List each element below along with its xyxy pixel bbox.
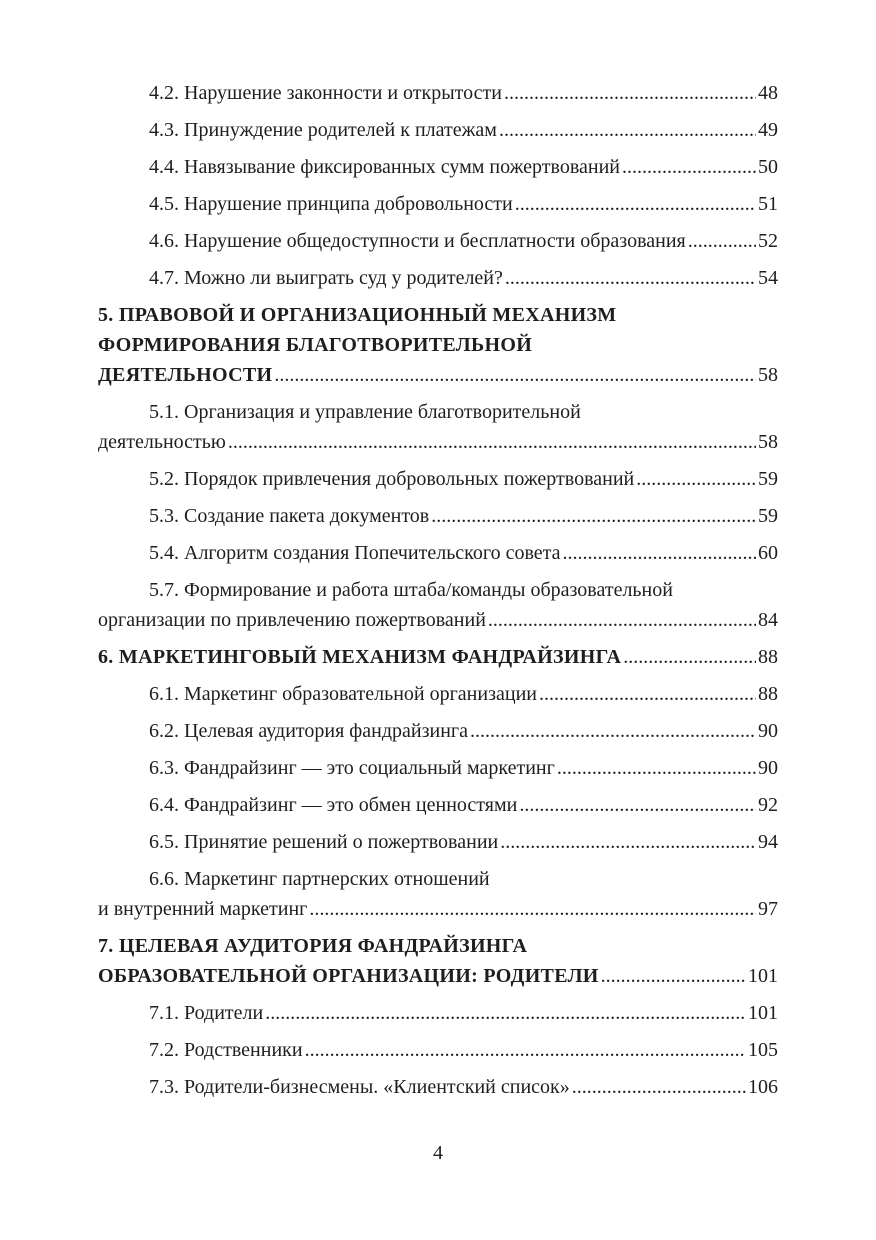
toc-leader-dots [274, 360, 756, 390]
toc-page-number: 101 [748, 965, 778, 987]
toc-page-number: 90 [758, 720, 778, 742]
page-number: 4 [433, 1142, 443, 1164]
toc-section-entry [98, 464, 778, 494]
toc-section-entry [98, 263, 778, 293]
toc-page-number: 54 [758, 267, 778, 289]
toc-leader-dots [488, 605, 756, 635]
toc-row [98, 427, 778, 457]
toc-leader-dots [309, 894, 756, 924]
toc-section-entry [98, 226, 778, 256]
toc-section-entry [98, 679, 778, 709]
toc-page-number: 90 [758, 757, 778, 779]
toc-page-number: 59 [758, 468, 778, 490]
toc-section-entry [98, 538, 778, 568]
toc-section-entry [98, 1072, 778, 1102]
toc-row [98, 1072, 778, 1102]
toc-entry-title: 6. МАРКЕТИНГОВЫЙ МЕХАНИЗМ ФАНДРАЙЗИНГА [98, 646, 622, 668]
toc-entry-title: 4.4. Навязывание фиксированных сумм пожертвований [149, 156, 620, 178]
toc-entry-title: ДЕЯТЕЛЬНОСТИ [98, 364, 273, 386]
toc-section-entry [98, 753, 778, 783]
toc-entry-title: 4.2. Нарушение законности и открытости [149, 82, 502, 104]
toc-page-number: 58 [758, 364, 778, 386]
toc-entry-title: деятельностью [98, 431, 226, 453]
toc-page-number: 51 [758, 193, 778, 215]
toc-entry-title: 7.1. Родители [149, 1002, 264, 1024]
toc-entry-title: 6.2. Целевая аудитория фандрайзинга [149, 720, 468, 742]
toc-row [98, 152, 778, 182]
toc-page-number: 106 [748, 1076, 778, 1098]
toc-chapter-entry [98, 300, 778, 390]
toc-section-entry [98, 501, 778, 531]
toc-row [98, 679, 778, 709]
toc-entry-title: 5.4. Алгоритм создания Попечительского совета [149, 542, 561, 564]
toc-entry-line: ФОРМИРОВАНИЯ БЛАГОТВОРИТЕЛЬНОЙ [98, 334, 533, 356]
toc-row [98, 894, 778, 924]
toc-leader-dots [265, 998, 746, 1028]
toc-leader-dots [572, 1072, 746, 1102]
toc-leader-dots [563, 538, 756, 568]
toc-page-number: 50 [758, 156, 778, 178]
toc-page-number: 59 [758, 505, 778, 527]
toc-section-entry [98, 998, 778, 1028]
toc-entry-title: 7.2. Родственники [149, 1039, 303, 1061]
toc-page-number: 92 [758, 794, 778, 816]
toc-chapter-entry [98, 642, 778, 672]
toc-page-number: 101 [748, 1002, 778, 1024]
toc-section-entry [98, 189, 778, 219]
toc-entry-title: 5.2. Порядок привлечения добровольных пожертвований [149, 468, 635, 490]
toc-leader-dots [539, 679, 756, 709]
toc-row [98, 78, 778, 108]
toc-entry-title: 4.5. Нарушение принципа добровольности [149, 193, 513, 215]
toc-row [98, 716, 778, 746]
toc-entry-title: 4.7. Можно ли выиграть суд у родителей? [149, 267, 503, 289]
toc-entry-title: 4.3. Принуждение родителей к платежам [149, 119, 497, 141]
toc-row [98, 753, 778, 783]
toc-leader-dots [499, 115, 756, 145]
toc-row [98, 605, 778, 635]
toc-entry-title: и внутренний маркетинг [98, 898, 308, 920]
toc-entry-title: ОБРАЗОВАТЕЛЬНОЙ ОРГАНИЗАЦИИ: РОДИТЕЛИ [98, 965, 599, 987]
toc-row [98, 464, 778, 494]
toc-leader-dots [431, 501, 756, 531]
toc-row [98, 189, 778, 219]
toc-leader-dots [505, 263, 756, 293]
toc-entry-title: 5.3. Создание пакета документов [149, 505, 430, 527]
toc-section-entry [98, 397, 778, 457]
toc-entry-line: 5.1. Организация и управление благотворительной [149, 401, 581, 423]
toc-page-number: 52 [758, 230, 778, 252]
toc-page-number: 49 [758, 119, 778, 141]
toc-row [98, 360, 778, 390]
toc-leader-dots [504, 78, 756, 108]
toc-section-entry [98, 1035, 778, 1065]
toc-section-entry [98, 790, 778, 820]
toc-leader-dots [519, 790, 756, 820]
toc-row [98, 501, 778, 531]
toc-entry-line: 5. ПРАВОВОЙ И ОРГАНИЗАЦИОННЫЙ МЕХАНИЗМ [98, 304, 617, 326]
toc-section-entry [98, 152, 778, 182]
toc-page-number: 97 [758, 898, 778, 920]
toc-entry-title: 6.5. Принятие решений о пожертвовании [149, 831, 499, 853]
toc-leader-dots [305, 1035, 746, 1065]
toc-entry-title: 6.1. Маркетинг образовательной организации [149, 683, 537, 705]
toc-page-number: 88 [758, 683, 778, 705]
toc-leader-dots [500, 827, 756, 857]
toc-section-entry [98, 827, 778, 857]
toc-leader-dots [557, 753, 756, 783]
toc-row [98, 1035, 778, 1065]
toc-page-number: 94 [758, 831, 778, 853]
toc-section-entry [98, 575, 778, 635]
toc-section-entry [98, 716, 778, 746]
toc-entry-title: 6.4. Фандрайзинг — это обмен ценностями [149, 794, 518, 816]
toc-leader-dots [622, 152, 756, 182]
toc-page-number: 58 [758, 431, 778, 453]
toc-row [98, 790, 778, 820]
toc-section-entry [98, 78, 778, 108]
toc-row [98, 998, 778, 1028]
toc-page-number: 60 [758, 542, 778, 564]
toc-entry-title: 7.3. Родители-бизнесмены. «Клиентский список» [149, 1076, 570, 1098]
toc-row [98, 827, 778, 857]
toc-entry-title: организации по привлечению пожертвований [98, 609, 486, 631]
toc-row [98, 115, 778, 145]
toc-section-entry [98, 864, 778, 924]
toc-page-number: 84 [758, 609, 778, 631]
toc-row [98, 538, 778, 568]
toc-leader-dots [228, 427, 756, 457]
toc-row [98, 226, 778, 256]
toc-row [98, 961, 778, 991]
toc-leader-dots [688, 226, 756, 256]
toc-page-number: 48 [758, 82, 778, 104]
toc-entry-line: 7. ЦЕЛЕВАЯ АУДИТОРИЯ ФАНДРАЙЗИНГА [98, 935, 528, 957]
toc-row [98, 642, 778, 672]
toc-entry-title: 4.6. Нарушение общедоступности и бесплатности образования [149, 230, 686, 252]
toc-entry-title: 6.3. Фандрайзинг — это социальный маркетинг [149, 757, 555, 779]
toc-leader-dots [470, 716, 756, 746]
table-of-contents [98, 78, 778, 1109]
toc-page-number: 105 [748, 1039, 778, 1061]
toc-chapter-entry [98, 931, 778, 991]
toc-leader-dots [623, 642, 756, 672]
toc-section-entry [98, 115, 778, 145]
toc-row [98, 263, 778, 293]
toc-leader-dots [601, 961, 746, 991]
toc-leader-dots [515, 189, 756, 219]
toc-leader-dots [636, 464, 756, 494]
toc-entry-line: 6.6. Маркетинг партнерских отношений [149, 868, 490, 890]
toc-page-number: 88 [758, 646, 778, 668]
toc-entry-line: 5.7. Формирование и работа штаба/команды образовательной [149, 579, 673, 601]
